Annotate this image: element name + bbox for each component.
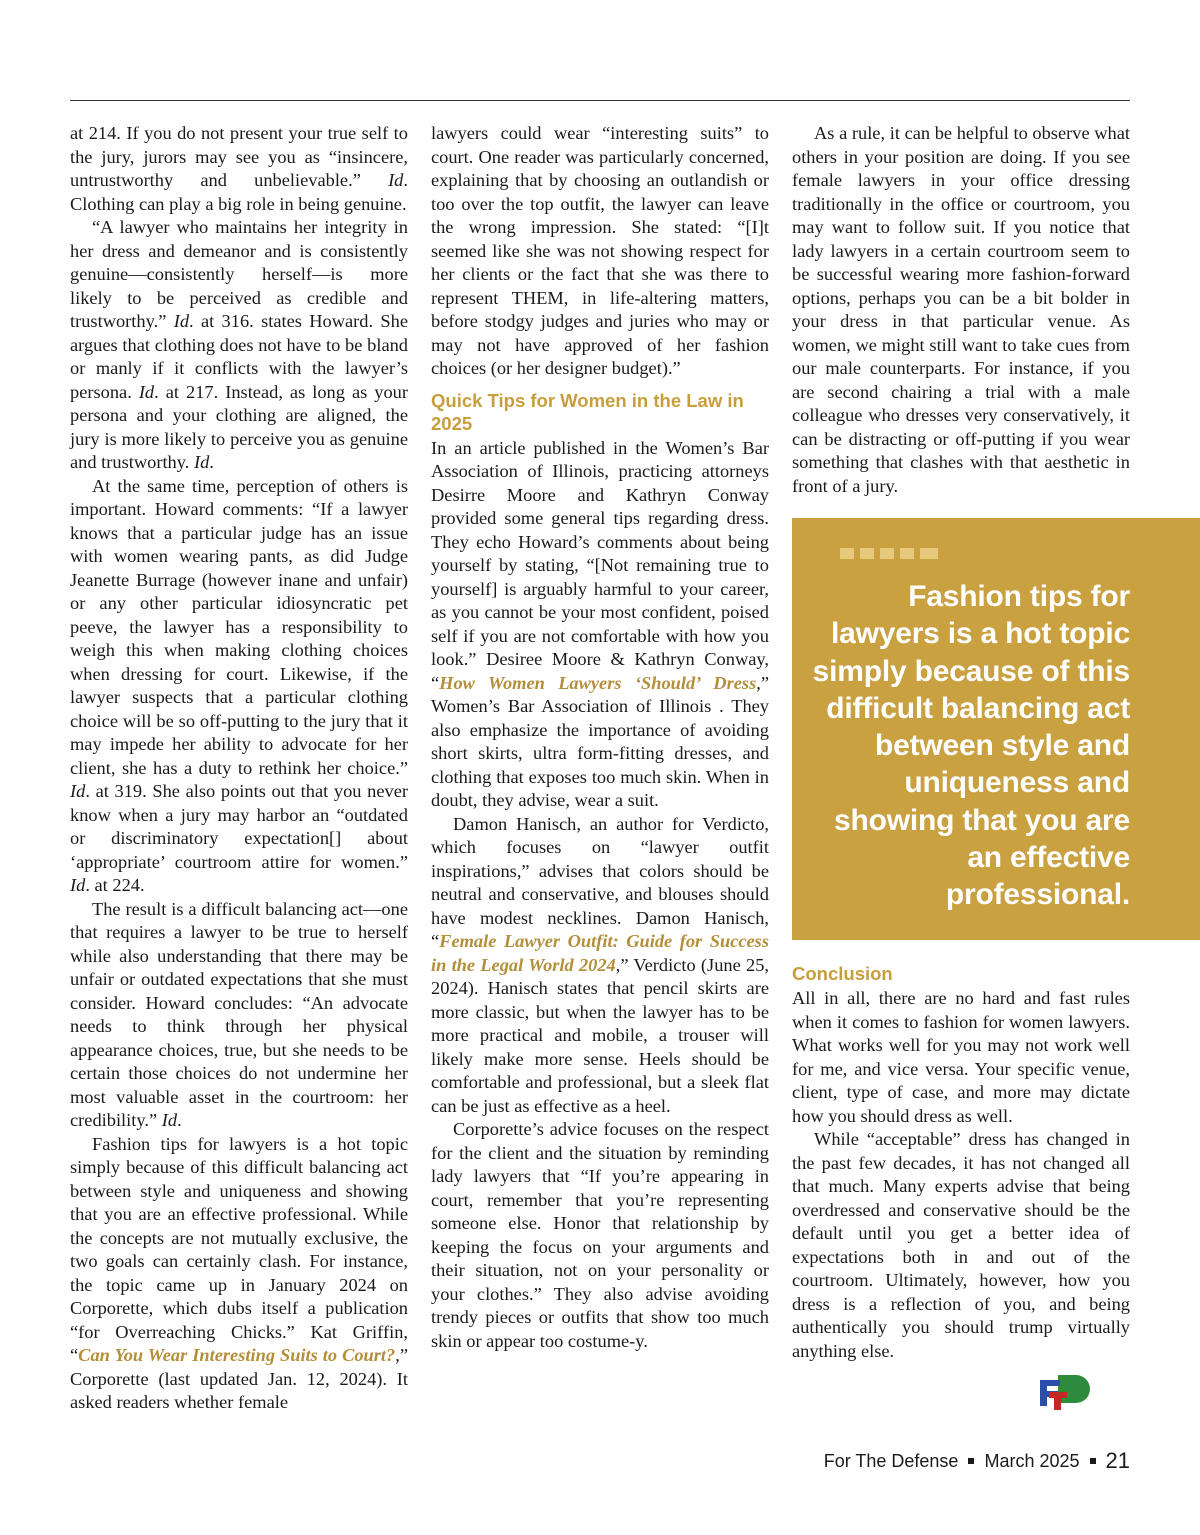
verdicto-article-link[interactable]: Female Lawyer Outfit: Guide for Success in the Legal World 2024 [431,931,769,975]
section-heading-quick-tips: Quick Tips for Women in the Law in 2025 [431,389,744,434]
paragraph: Corporette’s advice focuses on the respect for the client and the situation by reminding lady lawyers that “If you’re appearing in court, remember that you’re representing someone else. Honor that relationship by keeping the focus on your arguments and their situation, not on your personality or your clothes.” They also advise avoiding trendy pieces or outfits that show too much skin or appear too costume-y. [431,1119,769,1351]
separator-square [968,1458,974,1464]
paragraph: The result is a difficult balancing act—one that requires a lawyer to be true to herself while also understanding that there may be unfair or outdated expectations that she must consider. Howard concludes: “An advocate needs to think through her physical appearance choices, true, but she needs to be certain those choices do not undermine her most valuable asset in the courtroom: her credibility.” Id. [70,898,408,1130]
paragraph: All in all, there are no hard and fast rules when it comes to fashion for women lawyers. What works well for you may not work well for me, and vice versa. Your specific venue, client, type of case, and more may dictate how you should dress as well. [792,988,1130,1126]
decorative-squares [840,548,938,559]
column-1 [70,122,408,1415]
top-rule [70,100,1130,101]
paragraph: As a rule, it can be helpful to observe what others in your position are doing. If you see female lawyers in your office dressing traditionally in the office or courtroom, you may want to follow suit. If you notice that lady lawyers in a certain courtroom seem to be successful wearing more fashion-forward options, perhaps you can be a bit bolder in your dress in that particular venue. As women, we might still want to take cues from our male counterparts. For instance, if you are second chairing a trial with a male colleague who dresses very conservatively, it can be distracting or off-putting if you wear something that clashes with that aesthetic in front of a jury. [792,123,1130,496]
paragraph: Damon Hanisch, an author for Verdicto, which focuses on “lawyer outfit inspirations,” advises that colors should be neutral and conservative, and blouses should have modest necklines. Damon Hanisch, “Female Lawyer Outfit: Guide for Success in the Legal World 2024,” Verdicto (June 25, 2024). Hanisch states that pencil skirts are more classic, but when the lawyer has to be more practical and mobile, a trouser will likely make more sense. Heels should be comfortable and professional, but a sleek flat can be just as effective as a heel. [431,813,769,1116]
paragraph: at 214. If you do not present your true self to the jury, jurors may see you as “insincere, untrustworthy and unbelievable.” Id. Clothing can play a big role in being genuine. [70,123,408,214]
column-3-lower [792,962,1130,1363]
publication-name: For The Defense [823,1450,959,1471]
paragraph: “A lawyer who maintains her integrity in her dress and demeanor and is consistently genuine—consistently herself—is more likely to be perceived as credible and trustworthy.” Id. at 316. states Howard. She argues that clothing does not have to be bland or manly if it conflicts with the lawyer’s persona. Id. at 217. Instead, as long as your persona and your clothing are aligned, the jury is more likely to perceive you as genuine and trustworthy. Id. [70,217,409,472]
pull-quote-box [792,518,1200,940]
paragraph: In an article published in the Women’s Bar Association of Illinois, practicing attorneys Desirre Moore and Kathryn Conway provided some general tips regarding dress. They echo Howard’s comments about being yourself by stating, “[Not remaining true to yourself] is arguably harmful to your career, as you cannot be your most confident, poised self if you are not comfortable with how you look.” Desiree Moore & Kathryn Conway, “How Women Lawyers ‘Should’ Dress,” Women’s Bar Association of Illinois . They also emphasize the importance of avoiding short skirts, ultra form-fitting dresses, and clothing that exposes too much skin. When in doubt, they advise, wear a suit. [431,437,769,810]
ftd-logo-icon [1036,1372,1090,1412]
issue-date: March 2025 [984,1450,1080,1471]
column-2 [431,122,769,1353]
paragraph: While “acceptable” dress has changed in the past few decades, it has not changed all that much. Many experts advise that being overdressed and conservative should be the default until you get a better idea of expectations both in and out of the courtroom. Ultimately, however, how you dress is a reflection of you, and being authentically you should trump virtually anything else. [792,1129,1130,1361]
corporette-link[interactable]: Can You Wear Interesting Suits to Court? [78,1345,396,1365]
pull-quote-text: Fashion tips for lawyers is a hot topic simply because of this difficult balancing act between style and uniqueness and showing that you are an effective professional. [812,580,1130,912]
wbai-article-link[interactable]: How Women Lawyers ‘Should’ Dress [439,672,757,693]
paragraph: lawyers could wear “interesting suits” to court. One reader was particularly concerned, explaining that by choosing an outlandish or too over the top outfit, the lawyer can leave the wrong impression. She stated: “[I]t seemed like she was not showing respect for her clients or the fact that she was there to represent THEM, in life-altering matters, before stodgy judges and juries who may or may not have approved of her fashion choices (or her designer budget).” [431,123,769,378]
paragraph: At the same time, perception of others is important. Howard comments: “If a lawyer knows that a particular judge has an issue with women wearing pants, as did Judge Jeanette Burrage (however inane and unfair) or any other particular idiosyncratic pet peeve, the lawyer has a responsibility to weigh this when making clothing choices when dressing for court. Likewise, if the lawyer suspects that a particular clothing choice will be so off-putting to the jury that it may impede her ability to advocate for her client, she has a duty to rethink her choice.” Id. at 319. She also points out that you never know when a jury may harbor an “outdated or discriminatory expectation[] about ‘appropriate’ courtroom attire for women.” Id. at 224. [70,475,408,895]
column-3 [792,122,1130,498]
paragraph: Fashion tips for lawyers is a hot topic simply because of this difficult balancing act between style and uniqueness and showing that you are an effective professional. While the concepts are not mutually exclusive, the two goals can certainly clash. For instance, the topic came up in January 2024 on Corporette, which dubs itself a publication “for Overreaching Chicks.” Kat Griffin, “Can You Wear Interesting Suits to Court?,” Corporette (last updated Jan. 12, 2024). It asked readers whether female [70,1133,408,1412]
section-heading-conclusion: Conclusion [792,963,893,984]
separator-square [1090,1458,1096,1464]
page-footer [824,1448,1130,1474]
page-number: 21 [1105,1448,1130,1473]
